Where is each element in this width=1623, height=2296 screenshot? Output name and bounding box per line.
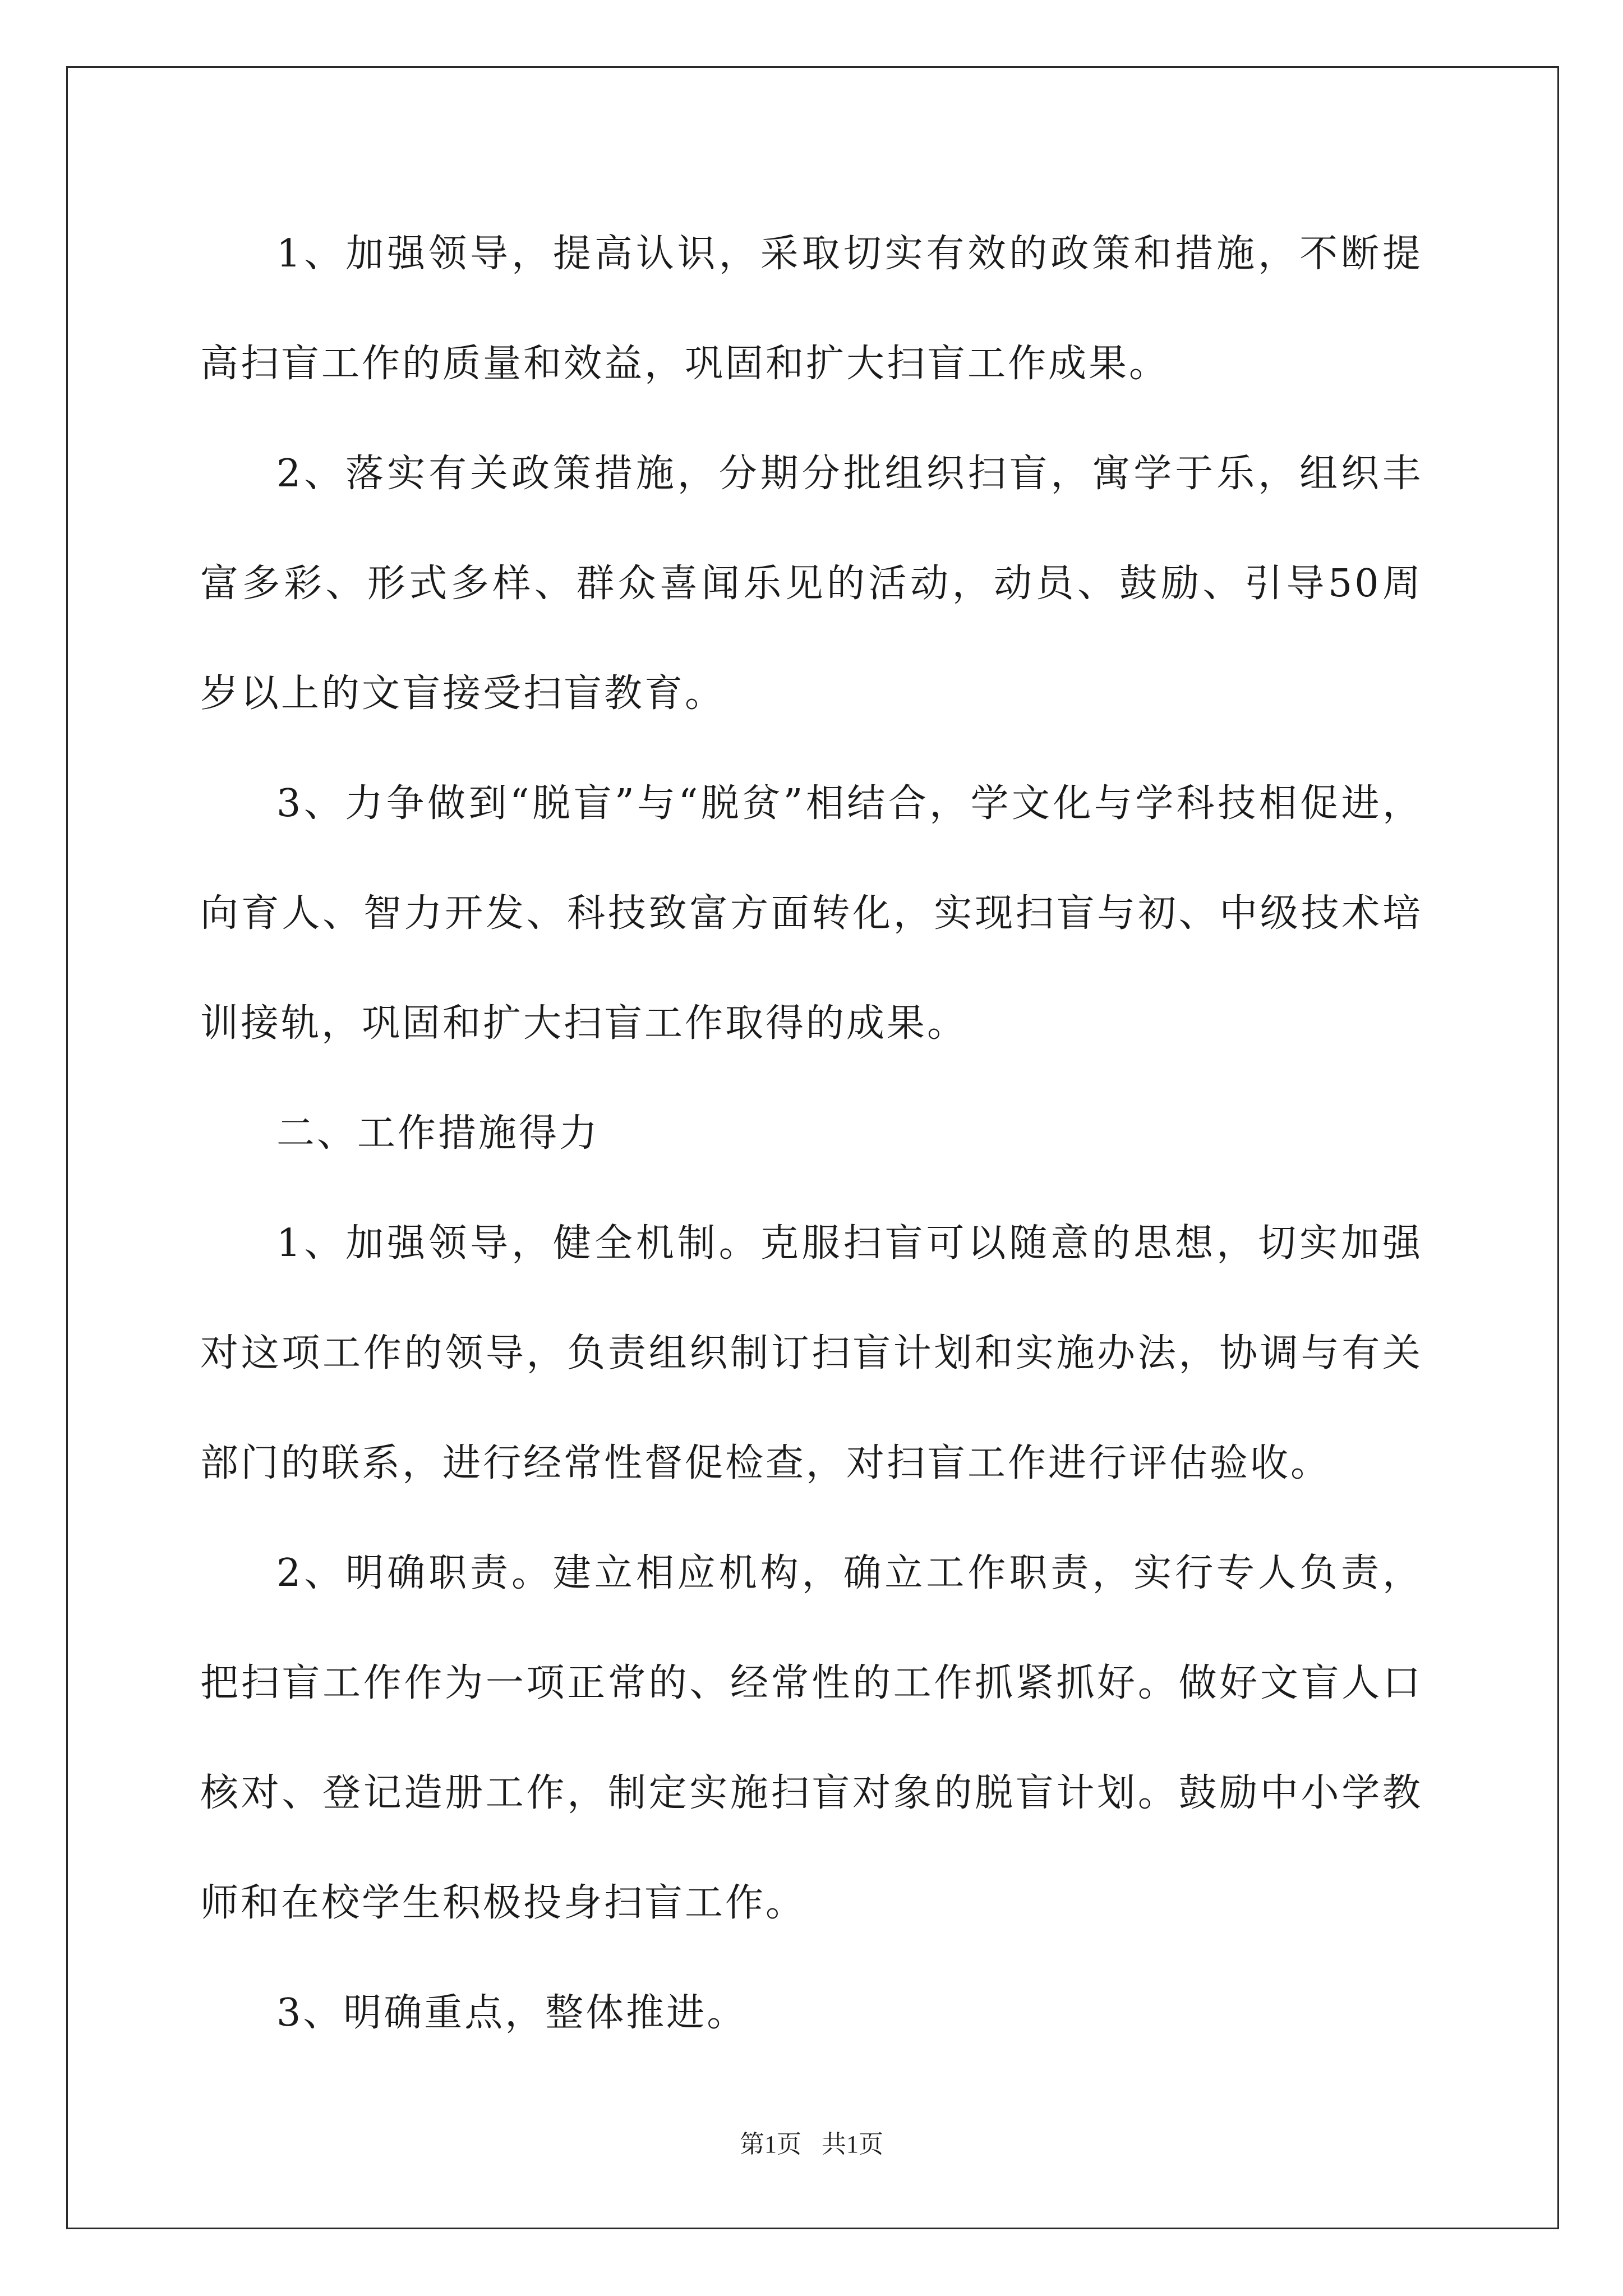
paragraph-7: 3、明确重点，整体推进。 [276,1991,748,2035]
paragraph-5: 1、加强领导，健全机制。克服扫盲可以随意的思想，切实加强对这项工作的领导，负责组织制订扫盲计划和实施办法，协调与有关部门的联系，进行经常性督促检查，对扫盲工作进行评估验收。 [200,1221,1423,1485]
page-number-current: 第1页 [740,2131,801,2158]
paragraph-3: 3、力争做到“脱盲”与“脱贫”相结合，学文化与学科技相促进，向育人、智力开发、科技致富方面转化，实现扫盲与初、中级技术培训接轨，巩固和扩大扫盲工作取得的成果。 [200,781,1423,1046]
section-heading: 二、工作措施得力 [276,1111,600,1156]
paragraph-1: 1、加强领导，提高认识，采取切实有效的政策和措施，不断提高扫盲工作的质量和效益，巩固和扩大扫盲工作成果。 [200,232,1423,386]
paragraph-6: 2、明确职责。建立相应机构，确立工作职责，实行专人负责，把扫盲工作作为一项正常的、经常性的工作抓紧抓好。做好文盲人口核对、登记造册工作，制定实施扫盲对象的脱盲计划。鼓励中小学教师和在校学生积极投身扫盲工作。 [200,1551,1423,1925]
paragraph-2: 2、落实有关政策措施，分期分批组织扫盲，寓学于乐，组织丰富多彩、形式多样、群众喜闻乐见的活动，动员、鼓励、引导50周岁以上的文盲接受扫盲教育。 [200,452,1423,716]
page-number-total: 共1页 [822,2131,883,2158]
page-footer [0,2128,1623,2161]
document-body [200,199,1423,2068]
